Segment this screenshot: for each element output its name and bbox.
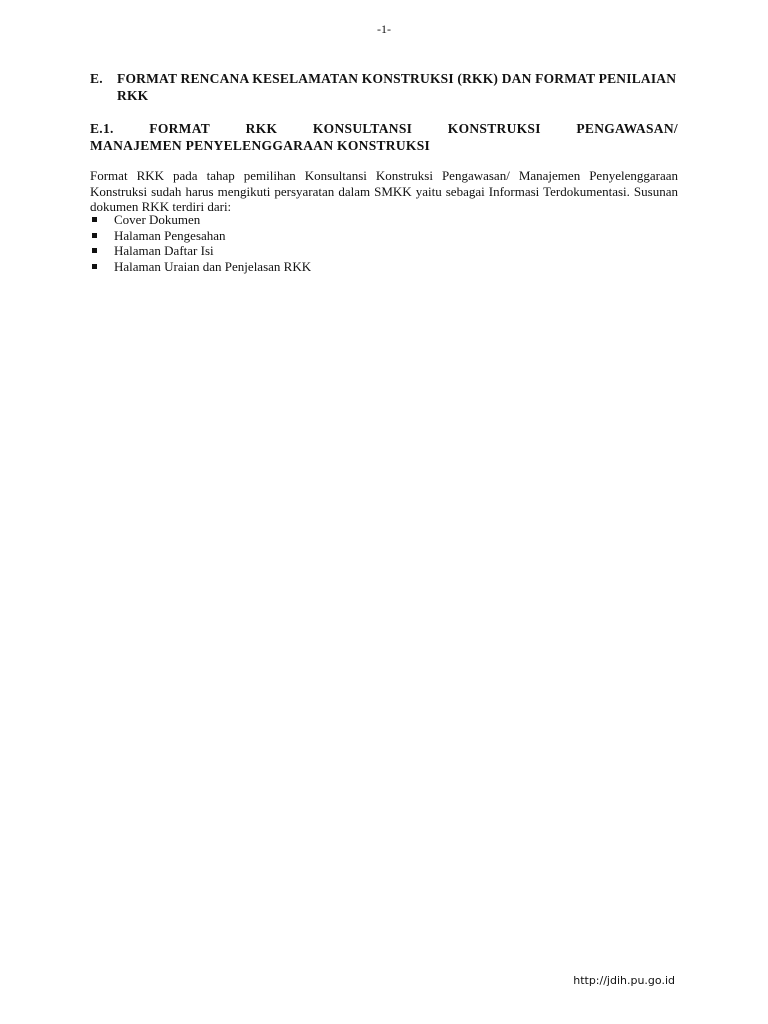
square-bullet-icon: [92, 233, 97, 238]
list-item: [90, 259, 678, 275]
subsection-heading: [90, 120, 678, 154]
section-title: FORMAT RENCANA KESELAMATAN KONSTRUKSI (RKK) DAN FORMAT PENILAIAN RKK: [117, 71, 677, 103]
square-bullet-icon: [92, 264, 97, 269]
subsection-word: KONSTRUKSI: [447, 121, 541, 136]
subsection-heading-line2: MANAJEMEN PENYELENGGARAAN KONSTRUKSI: [90, 138, 431, 153]
page-number: -1-: [377, 22, 391, 36]
subsection-word: FORMAT: [149, 121, 211, 136]
list-item-text: Cover Dokumen: [114, 212, 201, 227]
body-paragraph: Format RKK pada tahap pemilihan Konsultansi Konstruksi Pengawasan/ Manajemen Penyelenggaraan Konstruksi sudah harus mengikuti persyaratan dalam SMKK yaitu sebagai Informasi Terdokumentasi. Susunan dokumen RKK terdiri dari:: [90, 168, 678, 214]
subsection-word: RKK: [245, 121, 278, 136]
subsection-word: KONSULTANSI: [312, 121, 413, 136]
subsection-word: E.1.: [90, 121, 114, 136]
list-item: [90, 228, 678, 244]
list-item-text: Halaman Uraian dan Penjelasan RKK: [114, 258, 312, 274]
list-item: [90, 212, 678, 228]
footer-url: http://jdih.pu.go.id: [573, 974, 675, 987]
square-bullet-icon: [92, 217, 97, 222]
list-item: [90, 243, 678, 259]
list-item-text: Halaman Pengesahan: [114, 227, 226, 243]
square-bullet-icon: [92, 248, 97, 253]
document-structure-list: [90, 212, 678, 274]
subsection-heading-line1: [90, 120, 678, 137]
subsection-word: PENGAWASAN/: [576, 121, 678, 136]
section-heading: [90, 70, 680, 104]
section-number: E.: [90, 71, 103, 86]
list-item-text: Halaman Daftar Isi: [114, 243, 214, 258]
